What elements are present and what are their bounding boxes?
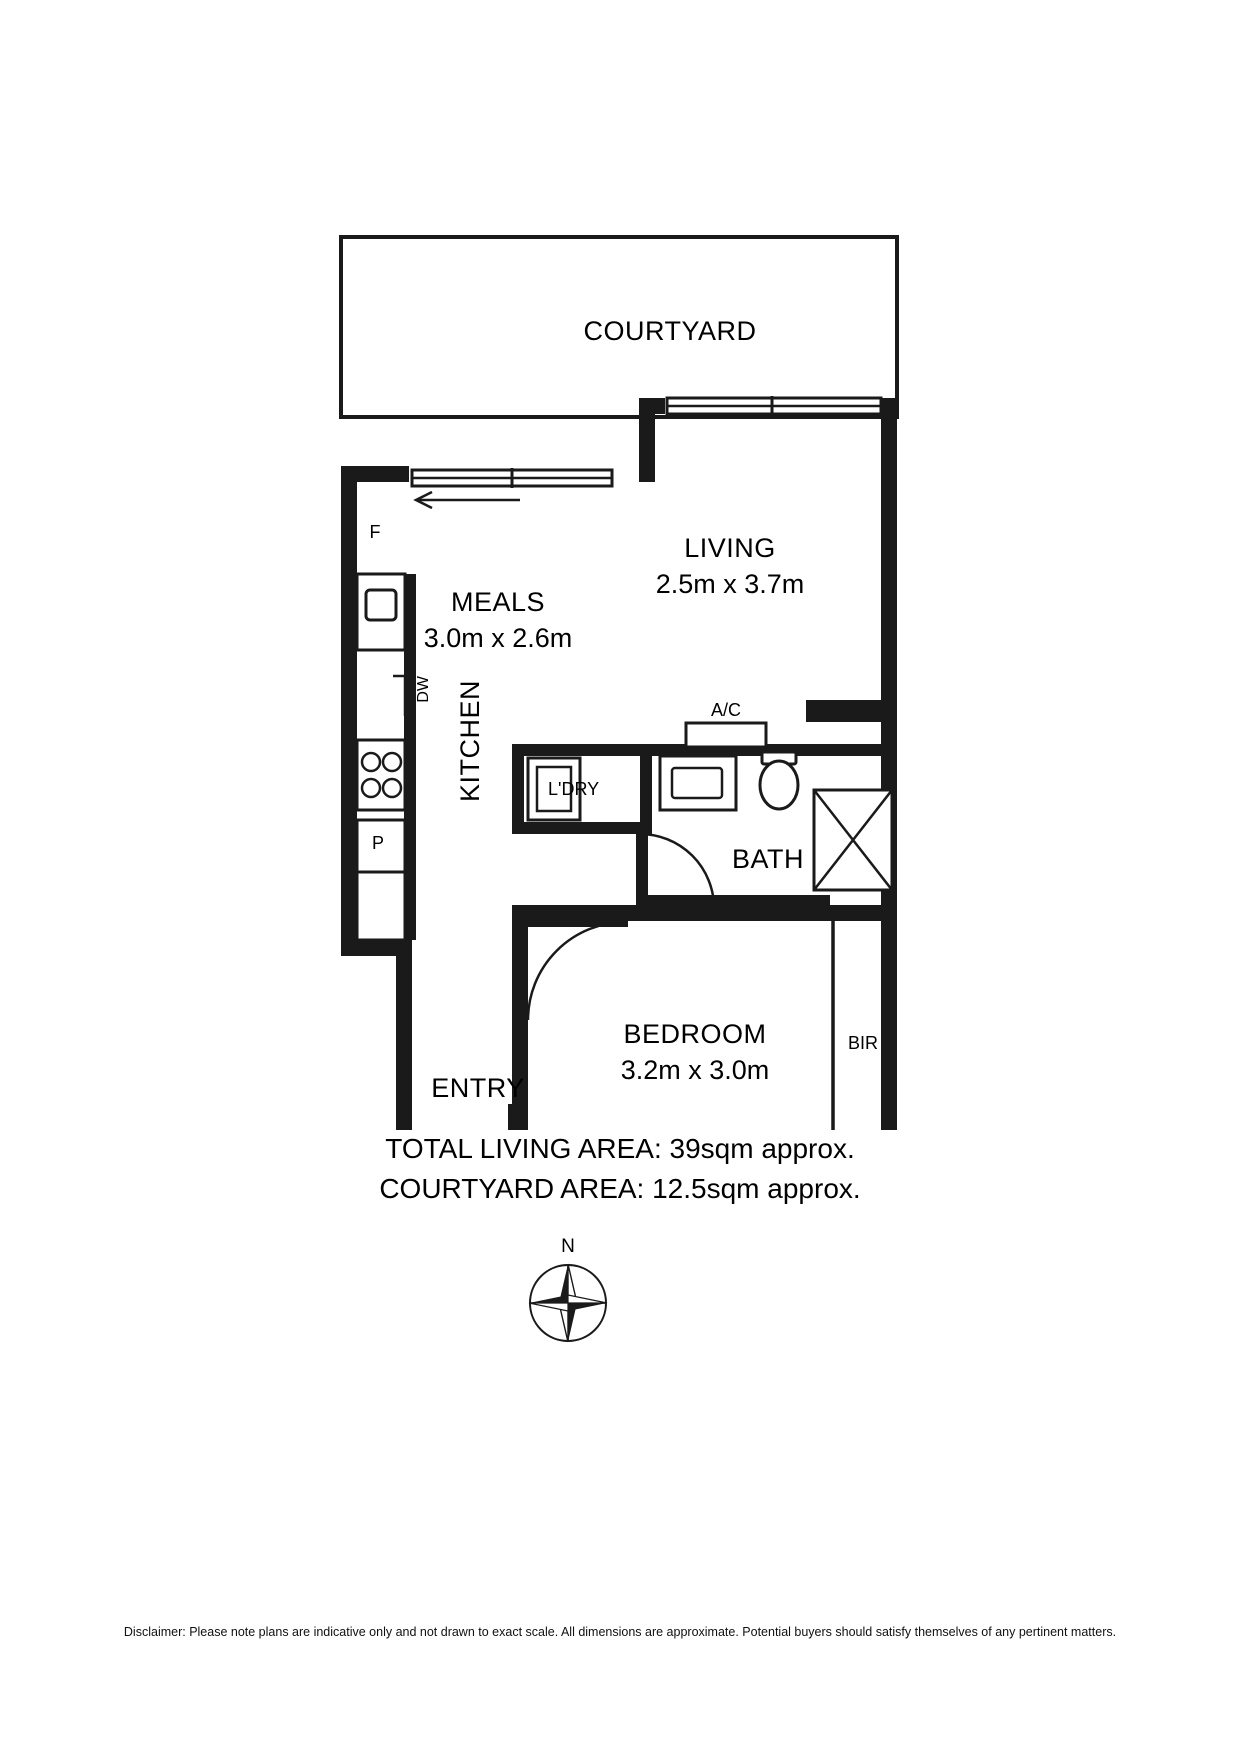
room-label-meals: MEALS: [450, 587, 546, 617]
door-entry: [430, 1104, 518, 1130]
sliding-door-courtyard-top: [667, 396, 881, 416]
total-living-area: TOTAL LIVING AREA: 39sqm approx.: [385, 1133, 855, 1164]
area-summary: [0, 1129, 1240, 1209]
courtyard-area: COURTYARD AREA: 12.5sqm approx.: [379, 1172, 861, 1204]
bir-label: BIR: [847, 1033, 878, 1053]
room-label-kitchen: KITCHEN: [455, 680, 485, 803]
room-label-courtyard: COURTYARD: [583, 316, 757, 346]
aircon-label: A/C: [710, 700, 741, 720]
room-dims-meals: 3.0m x 2.6m: [423, 623, 573, 653]
pantry-label: P: [371, 833, 384, 853]
room-label-living: LIVING: [684, 533, 776, 563]
compass-icon: [518, 1258, 618, 1348]
fridge-label: F: [369, 522, 381, 542]
room-label-entry: ENTRY: [431, 1073, 525, 1103]
compass-rose: [518, 1236, 618, 1346]
room-dims-living: 2.5m x 3.7m: [655, 569, 805, 599]
door-bedroom: [524, 918, 628, 1020]
room-label-bedroom: BEDROOM: [623, 1019, 767, 1049]
disclaimer-text: Disclaimer: Please note plans are indicative only and not drawn to exact scale. All dimensions are approximate. Potential buyers should satisfy themselves of any pertinent matters.: [123, 1625, 1117, 1639]
room-label-bath: BATH: [731, 844, 804, 874]
room-label-laundry: L'DRY: [548, 779, 600, 799]
dishwasher-label: DW: [415, 676, 432, 703]
sliding-door-courtyard-left: [412, 468, 612, 508]
compass-north-label: N: [561, 1236, 575, 1257]
room-dims-bedroom: 3.2m x 3.0m: [620, 1055, 770, 1085]
